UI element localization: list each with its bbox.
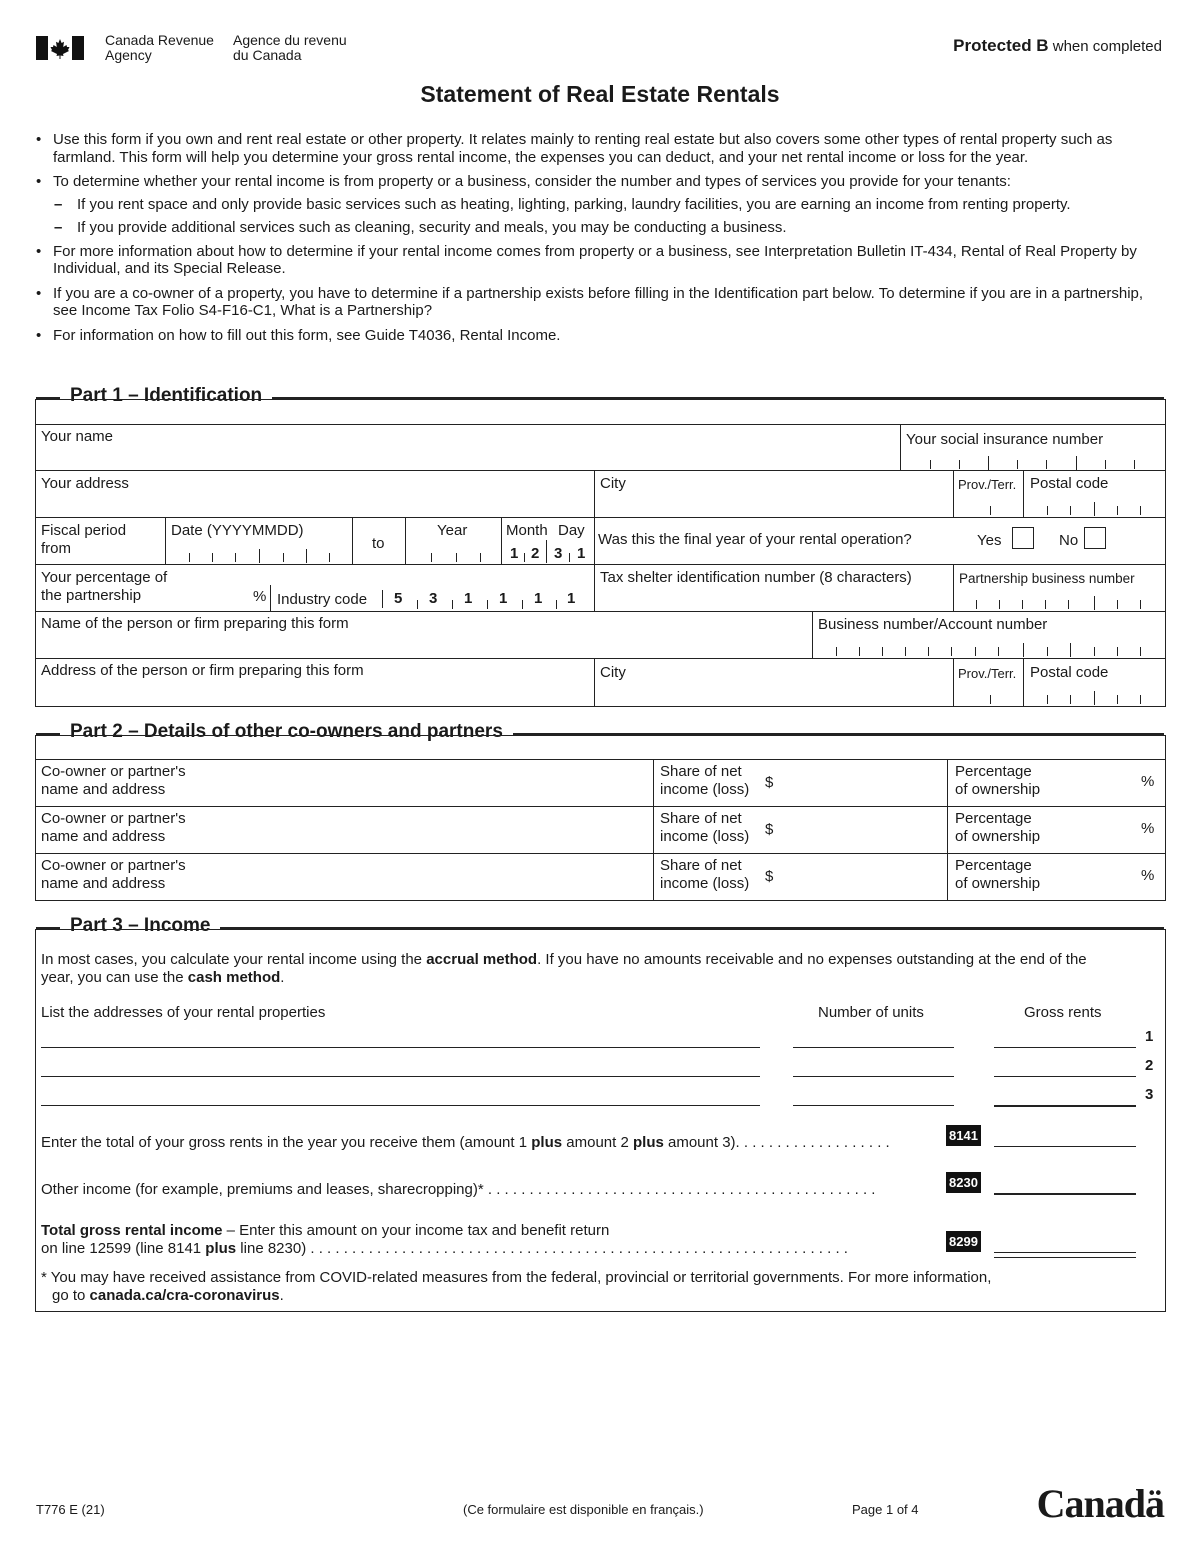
agency-name-en: Canada Revenue Agency (105, 32, 214, 63)
partnership-percentage-field[interactable] (270, 585, 271, 611)
co-owner-name-field[interactable]: Co-owner or partner's name and address (41, 810, 186, 845)
french-availability-note: (Ce formulaire est disponible en français.) (463, 1502, 704, 1517)
form-id: T776 E (21) (36, 1502, 105, 1517)
rental-addresses-heading: List the addresses of your rental properties (41, 1004, 326, 1021)
share-label: Share of net income (loss) (660, 763, 750, 798)
instruction-bullet: • If you are a co-owner of a property, you have to determine if a partnership exists before filling in the Identification part below. To determine if you are in a partnership, see Income Tax Folio S4-F16-C1, What is a Partnership? (36, 285, 1146, 320)
preparer-name-field[interactable]: Name of the person or firm preparing this form (41, 615, 349, 632)
gross-rents-heading: Gross rents (1024, 1004, 1102, 1021)
line-number: 3 (1145, 1086, 1154, 1103)
part2-title: Part 2 – Details of other co-owners and partners (60, 721, 513, 743)
part3-intro: In most cases, you calculate your rental income using the accrual method. If you have no amounts receivable and no expenses outstanding at the end of the year, you can use the cash method. (41, 951, 1087, 986)
final-year-no-checkbox[interactable] (1084, 527, 1106, 549)
gross-rents-line[interactable] (994, 1047, 1136, 1048)
intro-instructions (36, 131, 1146, 351)
co-owner-name-field[interactable]: Co-owner or partner's name and address (41, 763, 186, 798)
agency-name-fr: Agence du revenu du Canada (233, 32, 347, 63)
number-of-units-heading: Number of units (818, 1004, 924, 1021)
ownership-percentage-field[interactable]: % (1141, 820, 1155, 837)
your-name-field[interactable]: Your name (41, 428, 113, 445)
line-number: 2 (1145, 1057, 1154, 1074)
ownership-label: Percentage of ownership (955, 810, 1041, 845)
covid-note: * You may have received assistance from COVID-related measures from the federal, provincial or territorial governments. For more information, go to canada.ca/cra-coronavirus. (41, 1269, 992, 1304)
rental-address-line[interactable] (41, 1047, 760, 1048)
rental-address-line[interactable] (41, 1076, 760, 1077)
final-year-yes-checkbox[interactable] (1012, 527, 1034, 549)
postal-code-label: Postal code (1030, 475, 1109, 492)
year-label: Year (437, 522, 468, 539)
instruction-dash: – If you provide additional services such as cleaning, security and meals, you may be conducting a business. (36, 219, 1146, 237)
canada-wordmark-logo: Canadä (1036, 1481, 1164, 1526)
instruction-bullet: • To determine whether your rental income is from property or a business, consider the number and types of services you provide for your tenants: (36, 173, 1146, 191)
percent-sign: % (253, 588, 267, 605)
number-of-units-line[interactable] (793, 1076, 954, 1077)
month-label: Month (506, 522, 548, 539)
ownership-percentage-field[interactable]: % (1141, 867, 1155, 884)
instruction-bullet: • Use this form if you own and rent real estate or other property. It relates mainly to renting real estate but also covers some other types of rental property such as farmland. This form will help you determine your gross rental income, the expenses you can deduct, and your net rental income or loss for the year. (36, 131, 1146, 166)
protected-label: Protected B when completed (953, 36, 1162, 55)
total-gross-rents-label: Enter the total of your gross rents in the year you receive them (amount 1 plus amount 2 plus amount 3). . . . . . . . . . . . . . . . . . . (41, 1134, 890, 1151)
number-of-units-line[interactable] (793, 1105, 954, 1106)
part3-title: Part 3 – Income (60, 915, 220, 937)
preparer-postal-label: Postal code (1030, 664, 1109, 681)
tax-shelter-id-field[interactable]: Tax shelter identification number (8 characters) (600, 569, 912, 586)
sin-label: Your social insurance number (906, 431, 1104, 448)
city-field[interactable]: City (600, 475, 626, 492)
your-address-field[interactable]: Your address (41, 475, 129, 492)
preparer-address-field[interactable]: Address of the person or firm preparing this form (41, 662, 364, 679)
line-code-8141: 8141 (946, 1125, 981, 1146)
instruction-bullet: • For information on how to fill out this form, see Guide T4036, Rental Income. (36, 327, 1146, 345)
ownership-label: Percentage of ownership (955, 857, 1041, 892)
canada-flag-icon (36, 36, 84, 60)
ownership-label: Percentage of ownership (955, 763, 1041, 798)
total-gross-rental-income-label: Total gross rental income – Enter this amount on your income tax and benefit return on line 12599 (line 8141 plus line 8230) . . . . . . . . . . . . . . . . . . . . . . . . . . . . . . . . . . . . . . . . . . . . . . . . . . . . . . . . . . . . . . . . . (41, 1222, 848, 1257)
form-title: Statement of Real Estate Rentals (420, 81, 780, 107)
prov-terr-field[interactable]: Prov./Terr. (958, 477, 1017, 492)
instruction-bullet: • For more information about how to determine if your rental income comes from property or a business, see Interpretation Bulletin IT-434, Rental of Real Property by Individual, and its Special Release. (36, 243, 1146, 278)
bn-account-label: Business number/Account number (818, 616, 1048, 633)
final-year-question: Was this the final year of your rental operation? (598, 531, 912, 548)
other-income-label: Other income (for example, premiums and leases, sharecropping)* . . . . . . . . . . . . . . . . . . . . . . . . . . . . . . . . . . . . . . . . . . . . . . . (41, 1181, 876, 1198)
partnership-bn-label: Partnership business number (959, 571, 1135, 586)
line-code-8230: 8230 (946, 1172, 981, 1193)
share-label: Share of net income (loss) (660, 857, 750, 892)
partnership-percentage-label: Your percentage of the partnership (41, 569, 168, 604)
instruction-dash: – If you rent space and only provide basic services such as heating, lighting, parking, laundry facilities, you are earning an income from renting property. (36, 196, 1146, 214)
share-net-income-field[interactable]: $ (765, 774, 774, 791)
preparer-prov-terr-field[interactable]: Prov./Terr. (958, 666, 1017, 681)
number-of-units-line[interactable] (793, 1047, 954, 1048)
covid-link[interactable]: canada.ca/cra-coronavirus (89, 1286, 280, 1304)
part1-title: Part 1 – Identification (60, 385, 272, 407)
total-gross-rental-income-field[interactable] (994, 1252, 1136, 1253)
share-label: Share of net income (loss) (660, 810, 750, 845)
to-label: to (372, 535, 385, 552)
date-format-label: Date (YYYYMMDD) (171, 522, 304, 539)
no-label: No (1059, 532, 1079, 549)
line-code-8299: 8299 (946, 1231, 981, 1252)
fiscal-period-label: Fiscal period from (41, 522, 127, 557)
share-net-income-field[interactable]: $ (765, 868, 774, 885)
other-income-field[interactable] (994, 1193, 1136, 1195)
day-label: Day (558, 522, 585, 539)
co-owner-name-field[interactable]: Co-owner or partner's name and address (41, 857, 186, 892)
gross-rents-line[interactable] (994, 1105, 1136, 1107)
total-gross-rents-field[interactable] (994, 1146, 1136, 1147)
share-net-income-field[interactable]: $ (765, 821, 774, 838)
yes-label: Yes (977, 532, 1002, 549)
rental-address-line[interactable] (41, 1105, 760, 1106)
line-number: 1 (1145, 1028, 1154, 1045)
industry-code-label: Industry code (277, 591, 368, 608)
gross-rents-line[interactable] (994, 1076, 1136, 1077)
page-number: Page 1 of 4 (852, 1502, 919, 1517)
ownership-percentage-field[interactable]: % (1141, 773, 1155, 790)
preparer-city-field[interactable]: City (600, 664, 626, 681)
